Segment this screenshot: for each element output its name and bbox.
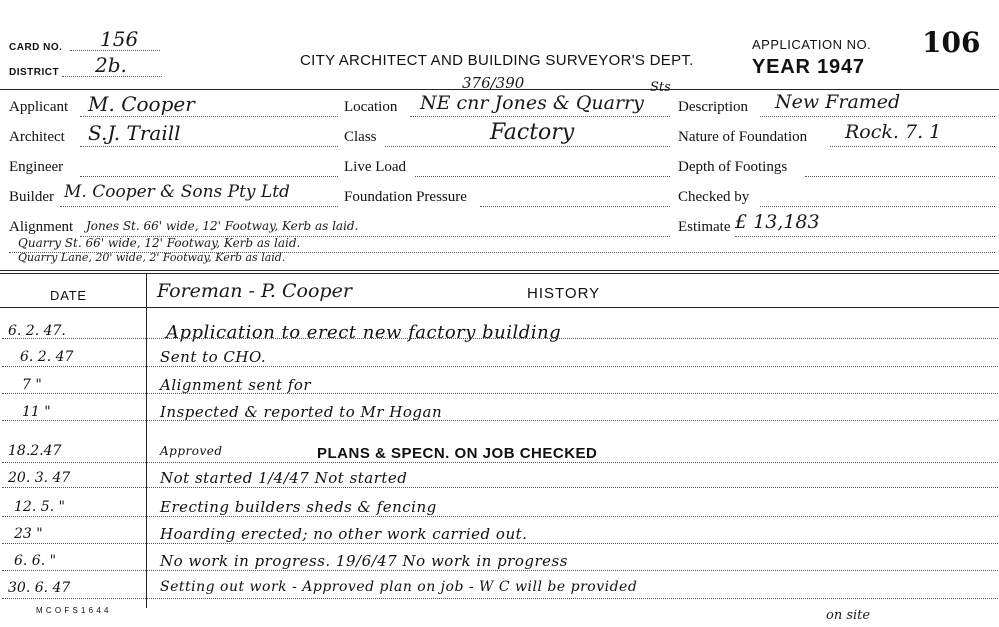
history-entry-5: Approved bbox=[160, 444, 223, 458]
history-entry-6: Not started 1/4/47 Not started bbox=[160, 469, 408, 487]
foreman: Foreman - P. Cooper bbox=[157, 280, 352, 302]
district-value: 2b. bbox=[95, 53, 127, 77]
history-entry-7: Erecting builders sheds & fencing bbox=[160, 498, 437, 516]
history-date-7: 12. 5. " bbox=[14, 499, 65, 515]
plans-checked-stamp: PLANS & SPECN. ON JOB CHECKED bbox=[317, 445, 598, 462]
estimate-value: £ 13,183 bbox=[735, 211, 820, 233]
builder-value: M. Cooper & Sons Pty Ltd bbox=[64, 182, 290, 202]
history-date-6: 20. 3. 47 bbox=[8, 470, 71, 486]
history-date-2: 6. 2. 47 bbox=[20, 349, 74, 365]
checked-by-label: Checked by bbox=[678, 189, 750, 205]
nature-of-foundation-value: Rock. 7. 1 bbox=[845, 121, 942, 143]
class-label: Class bbox=[344, 129, 377, 145]
history-date-10: 30. 6. 47 bbox=[8, 580, 71, 596]
history-entry-10: Setting out work - Approved plan on job - W C will be provided bbox=[160, 579, 638, 595]
history-overflow: on site bbox=[826, 608, 871, 623]
history-entry-4: Inspected & reported to Mr Hogan bbox=[160, 403, 443, 421]
card-no-value: 156 bbox=[100, 27, 139, 51]
history-date-3: 7 " bbox=[22, 377, 42, 393]
nature-of-foundation-label: Nature of Foundation bbox=[678, 129, 808, 145]
location-sts: Sts bbox=[650, 80, 671, 95]
history-entry-9: No work in progress. 19/6/47 No work in progress bbox=[160, 552, 568, 570]
year: YEAR 1947 bbox=[752, 56, 865, 78]
description-label: Description bbox=[678, 99, 748, 115]
architect-label: Architect bbox=[9, 129, 65, 145]
builder-label: Builder bbox=[9, 189, 54, 205]
history-entry-2: Sent to CHO. bbox=[160, 348, 267, 366]
application-no-label: APPLICATION NO. bbox=[752, 37, 872, 52]
history-entry-3: Alignment sent for bbox=[160, 376, 312, 394]
architect-value: S.J. Traill bbox=[88, 121, 181, 145]
history-header: HISTORY bbox=[527, 285, 601, 302]
alignment-line-3: Quarry Lane, 20' wide, 2' Footway, Kerb as laid. bbox=[18, 251, 286, 264]
history-entry-1: Application to erect new factory building bbox=[166, 322, 562, 343]
location-number: 376/390 bbox=[462, 74, 525, 92]
class-value: Factory bbox=[490, 120, 575, 145]
history-entry-8: Hoarding erected; no other work carried out. bbox=[160, 525, 528, 543]
live-load-label: Live Load bbox=[344, 159, 407, 175]
history-date-9: 6. 6. " bbox=[14, 553, 57, 569]
alignment-line-1: Jones St. 66' wide, 12' Footway, Kerb as laid. bbox=[86, 219, 359, 233]
location-value: NE cnr Jones & Quarry bbox=[420, 92, 644, 114]
depth-of-footings-label: Depth of Footings bbox=[678, 159, 788, 175]
alignment-label: Alignment bbox=[9, 219, 74, 235]
applicant-label: Applicant bbox=[9, 99, 69, 115]
foundation-pressure-label: Foundation Pressure bbox=[344, 189, 467, 205]
history-date-1: 6. 2. 47. bbox=[8, 323, 66, 339]
history-date-4: 11 " bbox=[22, 404, 51, 420]
location-label: Location bbox=[344, 99, 398, 115]
applicant-value: M. Cooper bbox=[88, 92, 195, 116]
date-header: DATE bbox=[50, 288, 87, 303]
history-date-8: 23 " bbox=[14, 526, 43, 542]
engineer-label: Engineer bbox=[9, 159, 64, 175]
description-value: New Framed bbox=[775, 91, 901, 113]
form-code: M C O F S 1 6 4 4 bbox=[36, 606, 109, 615]
district-label: DISTRICT bbox=[9, 67, 60, 78]
dept-title: CITY ARCHITECT AND BUILDING SURVEYOR'S DEPT. bbox=[300, 52, 694, 69]
estimate-label: Estimate bbox=[678, 219, 731, 235]
application-no-value: 106 bbox=[922, 26, 981, 59]
history-date-5: 18.2.47 bbox=[8, 443, 62, 459]
alignment-line-2: Quarry St. 66' wide, 12' Footway, Kerb as laid. bbox=[18, 236, 301, 250]
card-no-label: CARD NO. bbox=[9, 42, 63, 53]
